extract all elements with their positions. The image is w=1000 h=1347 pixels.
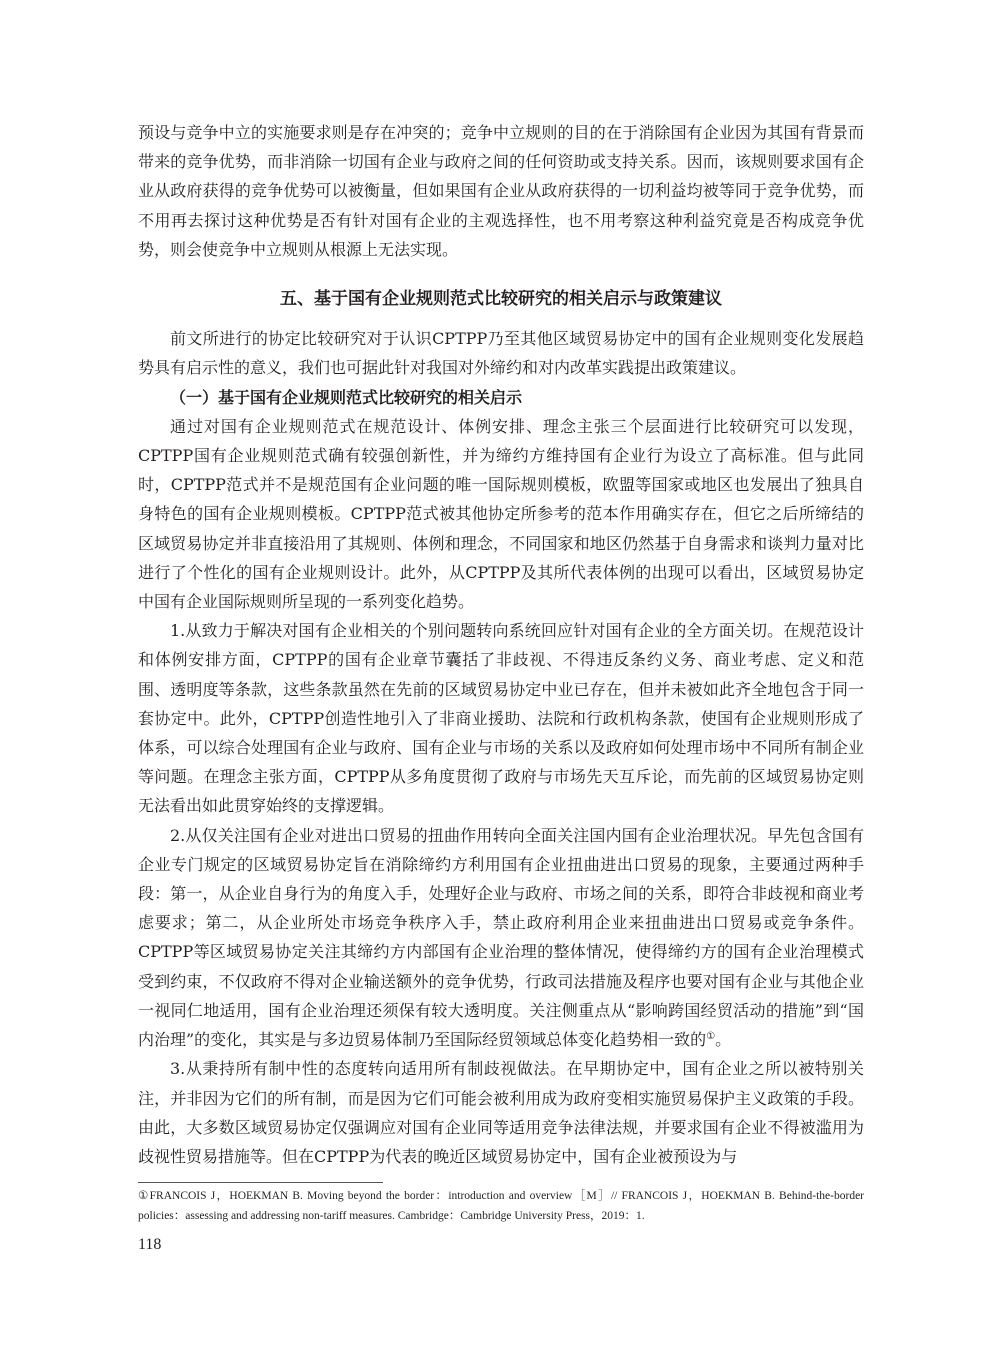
footnote: ①FRANCOIS J，HOEKMAN B. Moving beyond the border：introduction and overview［M］// FRANCOIS J，HOEKMAN B. Behind-the-border policies：assessing and addressing non-tariff measures. Cambridge：Cambridge University Press，2019：1. <box>138 1190 864 1222</box>
body-text <box>138 118 864 1171</box>
paragraph-point-2-end: 。 <box>715 1030 732 1050</box>
section-heading: 五、基于国有企业规则范式比较研究的相关启示与政策建议 <box>280 289 722 310</box>
paragraph-intro: 前文所进行的协定比较研究对于认识CPTPP乃至其他区域贸易协定中的国有企业规则变化发展趋势具有启示性的意义，我们也可据此针对我国对外缔约和对内改革实践提出政策建议。 <box>138 329 864 378</box>
footnote-divider <box>138 1182 383 1183</box>
page-number: 118 <box>138 1236 162 1253</box>
subsection-heading: （一）基于国有企业规则范式比较研究的相关启示 <box>170 387 523 407</box>
paragraph-point-2-text: 2.从仅关注国有企业对进出口贸易的扭曲作用转向全面关注国内国有企业治理状况。早先包含国有企业专门规定的区域贸易协定旨在消除缔约方利用国有企业扭曲进出口贸易的现象，主要通过两种手段：第一，从企业自身行为的角度入手，处理好企业与政府、市场之间的关系，即符合非歧视和商业考虑要求；第二，从企业所处市场竞争秩序入手，禁止政府利用企业来扭曲进出口贸易或竞争条件。CPTPP等区域贸易协定关注其缔约方内部国有企业治理的整体情况，使得缔约方的国有企业治理模式受到约束，不仅政府不得对企业输送额外的竞争优势，行政司法措施及程序也要对国有企业与其他企业一视同仁地适用，国有企业治理还须保有较大透明度。关注侧重点从“影响跨国经贸活动的措施”到“国内治理”的变化，其实是与多边贸易体制乃至国际经贸领域总体变化趋势相一致的 <box>138 825 864 1050</box>
footnote-marker[interactable]: ① <box>706 1031 716 1043</box>
paragraph-point-1: 1.从致力于解决对国有企业相关的个别问题转向系统回应针对国有企业的全方面关切。在规范设计和体例安排方面，CPTPP的国有企业章节囊括了非歧视、不得违反条约义务、商业考虑、定义和范围、透明度等条款，这些条款虽然在先前的区域贸易协定中业已存在，但并未被如此齐全地包含于同一套协定中。此外，CPTPP创造性地引入了非商业援助、法院和行政机构条款，使国有企业规则形成了体系，可以综合处理国有企业与政府、国有企业与市场的关系以及政府如何处理市场中不同所有制企业等问题。在理念主张方面，CPTPP从多角度贯彻了政府与市场先天互斥论，而先前的区域贸易协定则无法看出如此贯穿始终的支撑逻辑。 <box>138 621 864 816</box>
paragraph-continued: 预设与竞争中立的实施要求则是存在冲突的；竞争中立规则的目的在于消除国有企业因为其国有背景而带来的竞争优势，而非消除一切国有企业与政府之间的任何资助或支持关系。因而，该规则要求国有企业从政府获得的竞争优势可以被衡量，但如果国有企业从政府获得的一切利益均被等同于竞争优势，而不用再去探讨这种优势是否有针对国有企业的主观选择性，也不用考察这种利益究竟是否构成竞争优势，则会使竞争中立规则从根源上无法实现。 <box>138 123 864 259</box>
paragraph-point-3: 3.从秉持所有制中性的态度转向适用所有制歧视做法。在早期协定中，国有企业之所以被特别关注，并非因为它们的所有制，而是因为它们可能会被利用成为政府变相实施贸易保护主义政策的手段。由此，大多数区域贸易协定仅强调应对国有企业同等适用竞争法律法规，并要求国有企业不得被滥用为歧视性贸易措施等。但在CPTPP为代表的晚近区域贸易协定中，国有企业被预设为与 <box>138 1059 864 1166</box>
paragraph-point-2 <box>138 821 864 1055</box>
paragraph-findings: 通过对国有企业规则范式在规范设计、体例安排、理念主张三个层面进行比较研究可以发现，CPTPP国有企业规则范式确有较强创新性，并为缔约方维持国有企业行为设立了高标准。但与此同时，CPTPP范式并不是规范国有企业问题的唯一国际规则模板，欧盟等国家或地区也发展出了独具自身特色的国有企业规则模板。CPTPP范式被其他协定所参考的范本作用确实存在，但它之后所缔结的区域贸易协定并非直接沿用了其规则、体例和理念，不同国家和地区仍然基于自身需求和谈判力量对比进行了个性化的国有企业规则设计。此外，从CPTPP及其所代表体例的出现可以看出，区域贸易协定中国有企业国际规则所呈现的一系列变化趋势。 <box>138 416 864 612</box>
